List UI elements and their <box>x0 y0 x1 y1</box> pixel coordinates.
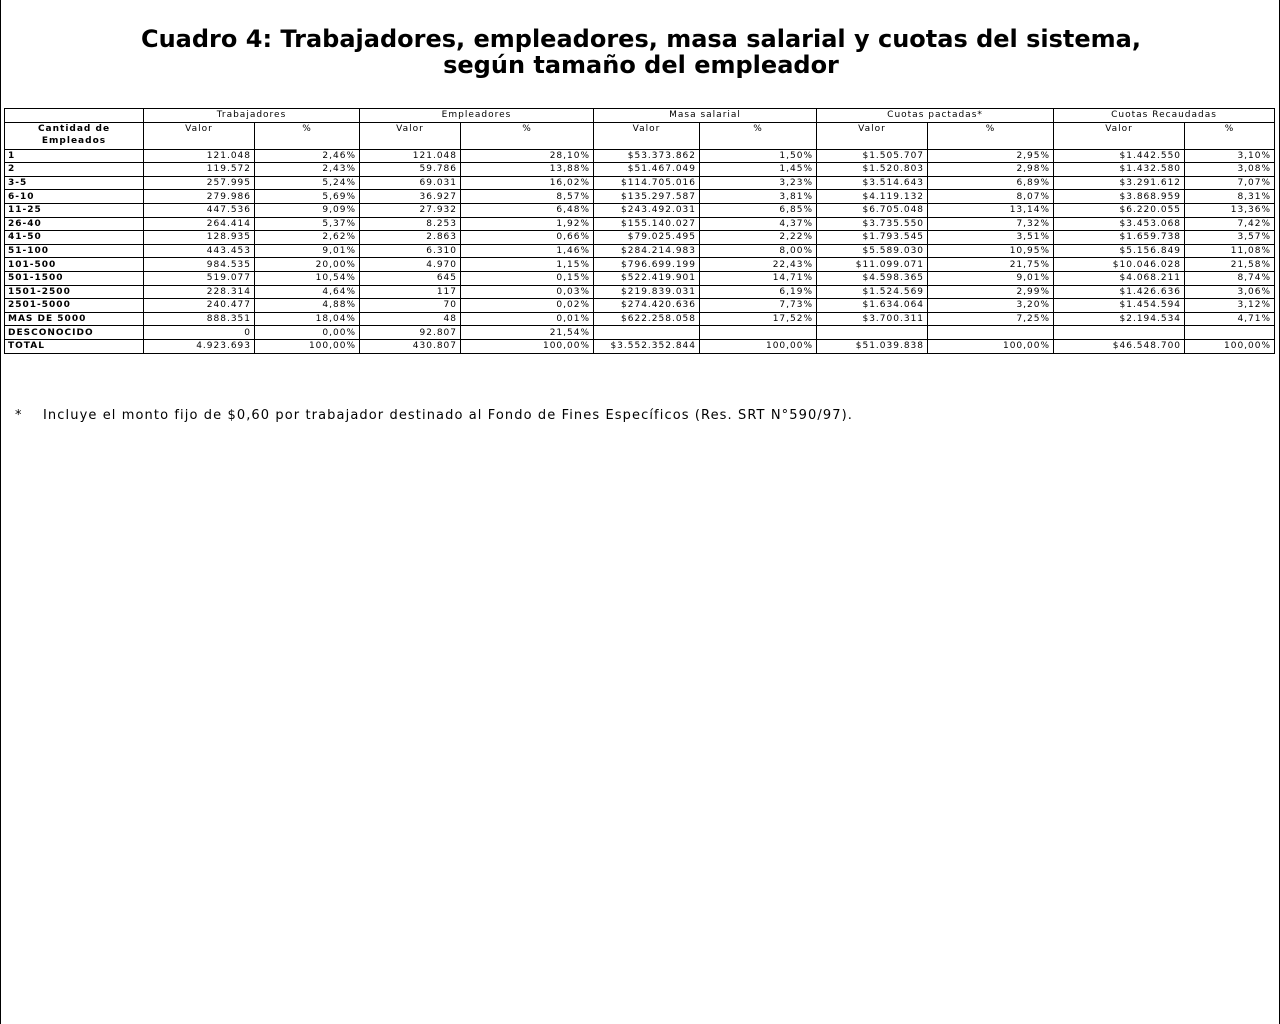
table-cell: 279.986 <box>144 190 255 204</box>
table-cell: 6,19% <box>700 285 817 299</box>
sub-header: Valor <box>1054 122 1185 149</box>
table-cell: 2,98% <box>928 163 1054 177</box>
table-cell: $135.297.587 <box>594 190 700 204</box>
table-cell: 2,43% <box>255 163 360 177</box>
row-label: 1 <box>5 149 144 163</box>
table-cell: $5.156.849 <box>1054 244 1185 258</box>
group-header-empleadores: Empleadores <box>360 109 594 123</box>
table-cell: 21,75% <box>928 258 1054 272</box>
table-cell: $2.194.534 <box>1054 312 1185 326</box>
table-cell: 17,52% <box>700 312 817 326</box>
table-cell: 4,64% <box>255 285 360 299</box>
table-cell: 7,73% <box>700 299 817 313</box>
row-label: 501-1500 <box>5 271 144 285</box>
table-cell: 0 <box>144 326 255 340</box>
group-header-cuotas-pactadas: Cuotas pactadas* <box>817 109 1054 123</box>
table-cell: 13,36% <box>1185 203 1275 217</box>
table-cell: 70 <box>360 299 461 313</box>
table-cell: $4.598.365 <box>817 271 928 285</box>
table-cell: 5,69% <box>255 190 360 204</box>
table-cell: 0,15% <box>461 271 594 285</box>
sub-header: % <box>461 122 594 149</box>
title-line-2: según tamaño del empleador <box>443 51 839 79</box>
table-cell: 13,88% <box>461 163 594 177</box>
table-cell: 3,23% <box>700 176 817 190</box>
table-cell: $46.548.700 <box>1054 339 1185 353</box>
table-cell: 0,03% <box>461 285 594 299</box>
table-cell: 1,92% <box>461 217 594 231</box>
table-cell: 22,43% <box>700 258 817 272</box>
table-cell: $10.046.028 <box>1054 258 1185 272</box>
table-cell: $11.099.071 <box>817 258 928 272</box>
row-label: TOTAL <box>5 339 144 353</box>
table-cell: 2,95% <box>928 149 1054 163</box>
table-row <box>5 299 1275 313</box>
table-cell: 1,46% <box>461 244 594 258</box>
table-cell: $1.442.550 <box>1054 149 1185 163</box>
table-row <box>5 217 1275 231</box>
table-cell: 9,09% <box>255 203 360 217</box>
table-cell: $3.453.068 <box>1054 217 1185 231</box>
sub-header: % <box>928 122 1054 149</box>
table-cell: 100,00% <box>700 339 817 353</box>
table-cell: $3.552.352.844 <box>594 339 700 353</box>
table-cell: 264.414 <box>144 217 255 231</box>
table-cell: $1.520.803 <box>817 163 928 177</box>
table-cell: $3.868.959 <box>1054 190 1185 204</box>
group-header-cuotas-recaudadas: Cuotas Recaudadas <box>1054 109 1275 123</box>
sub-header: Valor <box>360 122 461 149</box>
table-cell: 2,46% <box>255 149 360 163</box>
table-cell: 888.351 <box>144 312 255 326</box>
row-label: 41-50 <box>5 231 144 245</box>
table-row <box>5 339 1275 353</box>
table-cell: 6,85% <box>700 203 817 217</box>
table-cell <box>1054 326 1185 340</box>
table-cell: 3,51% <box>928 231 1054 245</box>
table-cell: $243.492.031 <box>594 203 700 217</box>
sub-header: Valor <box>817 122 928 149</box>
table-cell: 3,10% <box>1185 149 1275 163</box>
table-cell: 257.995 <box>144 176 255 190</box>
table-cell: $51.467.049 <box>594 163 700 177</box>
table-cell: 48 <box>360 312 461 326</box>
table-cell: 8,00% <box>700 244 817 258</box>
table-cell: 2,62% <box>255 231 360 245</box>
table-cell: 3,57% <box>1185 231 1275 245</box>
table-cell: $1.454.594 <box>1054 299 1185 313</box>
table-cell: 3,06% <box>1185 285 1275 299</box>
table-cell: $1.793.545 <box>817 231 928 245</box>
table-row <box>5 231 1275 245</box>
table-cell: 443.453 <box>144 244 255 258</box>
row-label: 101-500 <box>5 258 144 272</box>
table-cell: 16,02% <box>461 176 594 190</box>
table-cell: $4.068.211 <box>1054 271 1185 285</box>
footnote <box>15 408 853 423</box>
table-cell: $5.589.030 <box>817 244 928 258</box>
table-cell: 27.932 <box>360 203 461 217</box>
row-label: MAS DE 5000 <box>5 312 144 326</box>
table-cell: 100,00% <box>928 339 1054 353</box>
table-cell: 0,66% <box>461 231 594 245</box>
row-label: 2501-5000 <box>5 299 144 313</box>
table-cell: 10,95% <box>928 244 1054 258</box>
table-cell <box>817 326 928 340</box>
table-cell: $114.705.016 <box>594 176 700 190</box>
table-cell: 9,01% <box>255 244 360 258</box>
table-cell: 28,10% <box>461 149 594 163</box>
group-header-row <box>5 109 1275 123</box>
table-row <box>5 244 1275 258</box>
row-label: 51-100 <box>5 244 144 258</box>
table-cell: 4.923.693 <box>144 339 255 353</box>
table-cell: $6.220.055 <box>1054 203 1185 217</box>
table-cell: 121.048 <box>144 149 255 163</box>
sub-header-row <box>5 122 1275 149</box>
table-cell: 121.048 <box>360 149 461 163</box>
sub-header: Valor <box>144 122 255 149</box>
table-cell: $219.839.031 <box>594 285 700 299</box>
table-cell: 3,20% <box>928 299 1054 313</box>
table-cell: 7,42% <box>1185 217 1275 231</box>
table-cell: 7,25% <box>928 312 1054 326</box>
table-cell: 3,08% <box>1185 163 1275 177</box>
table-cell: $1.426.636 <box>1054 285 1185 299</box>
table-cell: 69.031 <box>360 176 461 190</box>
table-cell: 0,00% <box>255 326 360 340</box>
table-cell: 8,74% <box>1185 271 1275 285</box>
table-cell: $4.119.132 <box>817 190 928 204</box>
table-cell: $3.735.550 <box>817 217 928 231</box>
row-label: 3-5 <box>5 176 144 190</box>
page-title <box>1 26 1280 78</box>
table-cell: 228.314 <box>144 285 255 299</box>
table-cell: $3.514.643 <box>817 176 928 190</box>
table-cell: 21,58% <box>1185 258 1275 272</box>
table-cell: 128.935 <box>144 231 255 245</box>
table-cell: 14,71% <box>700 271 817 285</box>
table-cell: 100,00% <box>461 339 594 353</box>
table-cell: 2,22% <box>700 231 817 245</box>
table-cell: 447.536 <box>144 203 255 217</box>
sub-header: Valor <box>594 122 700 149</box>
table-cell: 645 <box>360 271 461 285</box>
table-cell: 4.970 <box>360 258 461 272</box>
table-cell: $284.214.983 <box>594 244 700 258</box>
table-row <box>5 163 1275 177</box>
table-cell: $79.025.495 <box>594 231 700 245</box>
table-cell: 7,07% <box>1185 176 1275 190</box>
table-cell: 6,48% <box>461 203 594 217</box>
table-cell: $796.699.199 <box>594 258 700 272</box>
table-cell: 2,99% <box>928 285 1054 299</box>
table-cell: 0,01% <box>461 312 594 326</box>
table-cell: $6.705.048 <box>817 203 928 217</box>
corner-cell <box>5 109 144 123</box>
table-row <box>5 203 1275 217</box>
table-cell: 519.077 <box>144 271 255 285</box>
table-cell: 3,12% <box>1185 299 1275 313</box>
table-cell: 4,71% <box>1185 312 1275 326</box>
table-cell: 1,45% <box>700 163 817 177</box>
table-cell: 59.786 <box>360 163 461 177</box>
sub-header: % <box>700 122 817 149</box>
table-cell: $53.373.862 <box>594 149 700 163</box>
table-cell: 5,37% <box>255 217 360 231</box>
table-cell: 13,14% <box>928 203 1054 217</box>
table-cell: 5,24% <box>255 176 360 190</box>
sub-header: % <box>1185 122 1275 149</box>
row-label: 26-40 <box>5 217 144 231</box>
sub-header: % <box>255 122 360 149</box>
table-cell: 240.477 <box>144 299 255 313</box>
table-cell: 3,81% <box>700 190 817 204</box>
table-row <box>5 176 1275 190</box>
table-cell: 2.863 <box>360 231 461 245</box>
table-row <box>5 258 1275 272</box>
table-cell: $274.420.636 <box>594 299 700 313</box>
table-cell: $622.258.058 <box>594 312 700 326</box>
table-cell <box>1185 326 1275 340</box>
table-cell: $522.419.901 <box>594 271 700 285</box>
table-cell: 36.927 <box>360 190 461 204</box>
table-cell <box>594 326 700 340</box>
table-cell: 6.310 <box>360 244 461 258</box>
row-label: 2 <box>5 163 144 177</box>
table-body <box>5 149 1275 353</box>
table-cell: $3.700.311 <box>817 312 928 326</box>
table-cell: 4,37% <box>700 217 817 231</box>
table-row <box>5 312 1275 326</box>
table-cell: $1.505.707 <box>817 149 928 163</box>
table-cell <box>928 326 1054 340</box>
table-row <box>5 285 1275 299</box>
table-cell: $1.524.569 <box>817 285 928 299</box>
table-cell: 119.572 <box>144 163 255 177</box>
row-label: 6-10 <box>5 190 144 204</box>
title-line-1: Cuadro 4: Trabajadores, empleadores, masa salarial y cuotas del sistema, <box>140 25 1141 53</box>
table-cell: 430.807 <box>360 339 461 353</box>
table-cell: $155.140.027 <box>594 217 700 231</box>
row-label: DESCONOCIDO <box>5 326 144 340</box>
table-cell: 9,01% <box>928 271 1054 285</box>
row-label: 1501-2500 <box>5 285 144 299</box>
row-label: 11-25 <box>5 203 144 217</box>
table-cell: 100,00% <box>255 339 360 353</box>
table-row <box>5 149 1275 163</box>
table-cell: $1.432.580 <box>1054 163 1185 177</box>
table-cell: $51.039.838 <box>817 339 928 353</box>
table-cell: 8,57% <box>461 190 594 204</box>
table-row <box>5 190 1275 204</box>
table-cell: $1.634.064 <box>817 299 928 313</box>
table-cell: 92.807 <box>360 326 461 340</box>
table-cell: 21,54% <box>461 326 594 340</box>
data-table <box>4 108 1275 354</box>
table-cell: 18,04% <box>255 312 360 326</box>
table-cell: 4,88% <box>255 299 360 313</box>
table-cell: 984.535 <box>144 258 255 272</box>
table-cell: 11,08% <box>1185 244 1275 258</box>
table-cell: 100,00% <box>1185 339 1275 353</box>
table-cell: $1.659.738 <box>1054 231 1185 245</box>
table-cell: 8.253 <box>360 217 461 231</box>
table-cell: 10,54% <box>255 271 360 285</box>
table-cell: 7,32% <box>928 217 1054 231</box>
table-cell: 1,15% <box>461 258 594 272</box>
table-cell: 117 <box>360 285 461 299</box>
row-header: Cantidad de Empleados <box>5 122 144 149</box>
table-cell: 8,07% <box>928 190 1054 204</box>
table-cell <box>700 326 817 340</box>
group-header-masa-salarial: Masa salarial <box>594 109 817 123</box>
table-cell: 1,50% <box>700 149 817 163</box>
table-cell: 8,31% <box>1185 190 1275 204</box>
table-cell: 6,89% <box>928 176 1054 190</box>
table-cell: $3.291.612 <box>1054 176 1185 190</box>
table-row <box>5 326 1275 340</box>
table-row <box>5 271 1275 285</box>
footnote-marker: * <box>15 408 23 423</box>
table-cell: 20,00% <box>255 258 360 272</box>
footnote-text: Incluye el monto fijo de $0,60 por trabajador destinado al Fondo de Fines Específicos (Res. SRT N°590/97). <box>43 408 853 423</box>
table-cell: 0,02% <box>461 299 594 313</box>
group-header-trabajadores: Trabajadores <box>144 109 360 123</box>
